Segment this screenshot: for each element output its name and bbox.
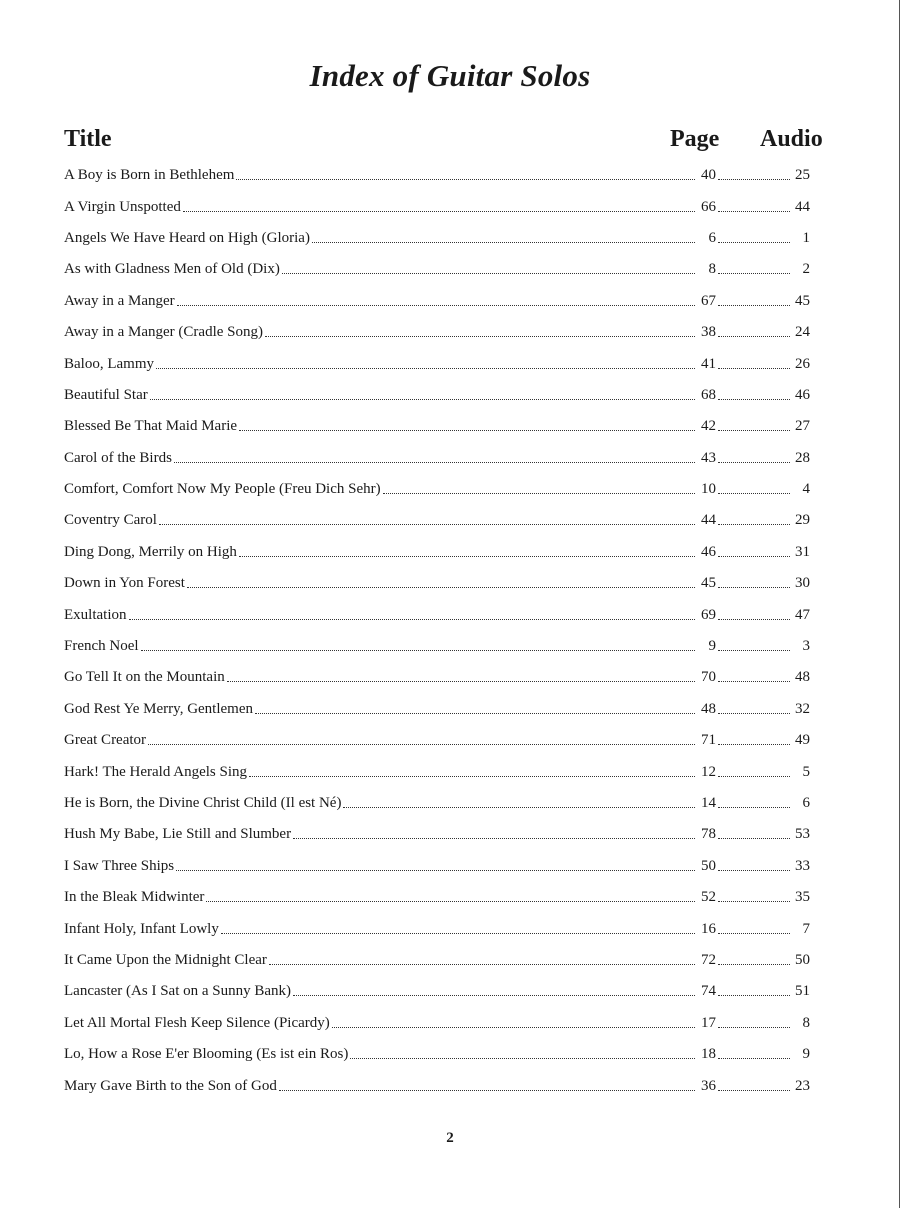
song-title: Away in a Manger (Cradle Song)	[64, 324, 263, 341]
page-number-cell: 36	[701, 1077, 716, 1094]
song-title: Great Creator	[64, 732, 147, 749]
dot-leader	[718, 242, 790, 243]
audio-track-cell: 7	[802, 920, 810, 937]
dot-leader	[718, 336, 790, 337]
dot-leader	[255, 713, 695, 714]
index-row	[64, 599, 810, 630]
dot-leader	[718, 650, 790, 651]
song-title: Away in a Manger	[64, 292, 175, 309]
dot-leader	[206, 901, 695, 902]
song-title: As with Gladness Men of Old (Dix)	[64, 261, 280, 278]
index-row	[64, 756, 810, 787]
audio-track-cell: 45	[795, 292, 810, 309]
index-row	[64, 631, 810, 662]
dot-leader	[177, 305, 695, 306]
column-header-audio: Audio	[760, 126, 823, 152]
song-title: Infant Holy, Infant Lowly	[64, 920, 219, 937]
index-row	[64, 286, 810, 317]
song-title: Hark! The Herald Angels Sing	[64, 763, 248, 780]
audio-track-cell: 28	[795, 449, 810, 466]
page-number-cell: 44	[701, 512, 716, 529]
page-number-cell: 72	[701, 951, 716, 968]
page-number-cell: 68	[701, 386, 716, 403]
audio-track-cell: 31	[795, 543, 810, 560]
index-row	[64, 913, 810, 944]
dot-leader	[718, 556, 790, 557]
dot-leader	[293, 995, 695, 996]
dot-leader	[718, 211, 790, 212]
index-row	[64, 851, 810, 882]
audio-track-cell: 32	[795, 700, 810, 717]
index-list	[64, 160, 810, 1102]
index-row	[64, 474, 810, 505]
audio-track-cell: 3	[802, 638, 810, 655]
dot-leader	[279, 1090, 695, 1091]
dot-leader	[718, 744, 790, 745]
page-number-cell: 45	[701, 575, 716, 592]
page-number-cell: 78	[701, 826, 716, 843]
dot-leader	[239, 556, 695, 557]
dot-leader	[718, 1090, 790, 1091]
index-row	[64, 254, 810, 285]
dot-leader	[718, 305, 790, 306]
audio-track-cell: 24	[795, 324, 810, 341]
dot-leader	[150, 399, 695, 400]
page-number-cell: 70	[701, 669, 716, 686]
audio-track-cell: 47	[795, 606, 810, 623]
page-number-cell: 41	[701, 355, 716, 372]
index-row	[64, 725, 810, 756]
index-row	[64, 694, 810, 725]
song-title: Hush My Babe, Lie Still and Slumber	[64, 826, 292, 843]
page-number-cell: 74	[701, 983, 716, 1000]
dot-leader	[176, 870, 695, 871]
dot-leader	[718, 870, 790, 871]
dot-leader	[236, 179, 695, 180]
audio-track-cell: 4	[802, 481, 810, 498]
page-number-cell: 71	[701, 732, 716, 749]
dot-leader	[332, 1027, 695, 1028]
audio-track-cell: 1	[802, 229, 810, 246]
audio-track-cell: 46	[795, 386, 810, 403]
song-title: I Saw Three Ships	[64, 857, 175, 874]
dot-leader	[129, 619, 696, 620]
audio-track-cell: 50	[795, 951, 810, 968]
song-title: Angels We Have Heard on High (Gloria)	[64, 229, 310, 246]
page-number-cell: 42	[701, 418, 716, 435]
audio-track-cell: 35	[795, 889, 810, 906]
audio-track-cell: 30	[795, 575, 810, 592]
page-number-cell: 16	[701, 920, 716, 937]
page-number-cell: 48	[701, 700, 716, 717]
index-row	[64, 160, 810, 191]
dot-leader	[718, 619, 790, 620]
audio-track-cell: 25	[795, 167, 810, 184]
dot-leader	[718, 1058, 790, 1059]
index-row	[64, 882, 810, 913]
index-row	[64, 537, 810, 568]
dot-leader	[187, 587, 695, 588]
page-number-cell: 10	[701, 481, 716, 498]
song-title: God Rest Ye Merry, Gentlemen	[64, 700, 254, 717]
audio-track-cell: 27	[795, 418, 810, 435]
dot-leader	[718, 430, 790, 431]
page-number-cell: 14	[701, 795, 716, 811]
index-row	[64, 788, 810, 819]
column-header-title: Title	[64, 126, 112, 152]
dot-leader	[282, 273, 695, 274]
dot-leader	[227, 681, 695, 682]
index-row	[64, 443, 810, 474]
index-row	[64, 1008, 810, 1039]
index-row	[64, 662, 810, 693]
song-title: In the Bleak Midwinter	[64, 889, 205, 906]
dot-leader	[156, 368, 695, 369]
index-row	[64, 191, 810, 222]
song-title: It Came Upon the Midnight Clear	[64, 951, 267, 968]
index-row	[64, 568, 810, 599]
dot-leader	[718, 713, 790, 714]
index-row	[64, 1070, 810, 1101]
dot-leader	[293, 838, 695, 839]
dot-leader	[383, 493, 695, 494]
dot-leader	[221, 933, 695, 934]
song-title: Carol of the Birds	[64, 449, 172, 466]
song-title: Go Tell It on the Mountain	[64, 669, 225, 686]
audio-track-cell: 8	[802, 1014, 810, 1031]
audio-track-cell: 2	[802, 261, 810, 278]
index-row	[64, 945, 810, 976]
dot-leader	[312, 242, 695, 243]
song-title: He is Born, the Divine Christ Child (Il est Né)	[64, 795, 342, 811]
index-row	[64, 819, 810, 850]
dot-leader	[718, 1027, 790, 1028]
dot-leader	[718, 399, 790, 400]
dot-leader	[269, 964, 695, 965]
index-row	[64, 505, 810, 536]
audio-track-cell: 44	[795, 198, 810, 215]
dot-leader	[174, 462, 695, 463]
page-number-cell: 46	[701, 543, 716, 560]
song-title: A Virgin Unspotted	[64, 198, 181, 215]
song-title: Down in Yon Forest	[64, 575, 185, 592]
column-header-page: Page	[670, 126, 720, 152]
dot-leader	[718, 179, 790, 180]
dot-leader	[718, 368, 790, 369]
dot-leader	[718, 995, 790, 996]
dot-leader	[718, 933, 790, 934]
song-title: Lancaster (As I Sat on a Sunny Bank)	[64, 983, 292, 1000]
dot-leader	[718, 807, 790, 808]
page-number-cell: 66	[701, 198, 716, 215]
page-number-cell: 52	[701, 889, 716, 906]
page-number-cell: 40	[701, 167, 716, 184]
song-title: Let All Mortal Flesh Keep Silence (Picardy)	[64, 1014, 330, 1031]
page-number-cell: 50	[701, 857, 716, 874]
dot-leader	[718, 524, 790, 525]
audio-track-cell: 9	[802, 1046, 810, 1063]
page-number-cell: 18	[701, 1046, 716, 1063]
audio-track-cell: 6	[802, 795, 810, 811]
dot-leader	[239, 430, 695, 431]
song-title: Mary Gave Birth to the Son of God	[64, 1077, 277, 1094]
dot-leader	[718, 901, 790, 902]
audio-track-cell: 53	[795, 826, 810, 843]
song-title: French Noel	[64, 638, 139, 655]
audio-track-cell: 49	[795, 732, 810, 749]
dot-leader	[350, 1058, 695, 1059]
song-title: Lo, How a Rose E'er Blooming (Es ist ein Ros)	[64, 1046, 349, 1063]
index-row	[64, 317, 810, 348]
song-title: A Boy is Born in Bethlehem	[64, 167, 235, 184]
audio-track-cell: 51	[795, 983, 810, 1000]
dot-leader	[718, 273, 790, 274]
audio-track-cell: 5	[802, 763, 810, 780]
song-title: Coventry Carol	[64, 512, 157, 529]
dot-leader	[718, 964, 790, 965]
page-title: Index of Guitar Solos	[309, 58, 591, 93]
page-number-cell: 43	[701, 449, 716, 466]
audio-track-cell: 23	[795, 1077, 810, 1094]
index-row	[64, 223, 810, 254]
dot-leader	[148, 744, 695, 745]
dot-leader	[718, 838, 790, 839]
audio-track-cell: 26	[795, 355, 810, 372]
dot-leader	[265, 336, 695, 337]
dot-leader	[343, 807, 695, 808]
index-row	[64, 1039, 810, 1070]
index-row	[64, 411, 810, 442]
page-number-cell: 8	[708, 261, 716, 278]
song-title: Baloo, Lammy	[64, 355, 154, 372]
page-number-cell: 38	[701, 324, 716, 341]
page-number: 2	[446, 1130, 454, 1146]
song-title: Blessed Be That Maid Marie	[64, 418, 238, 435]
audio-track-cell: 33	[795, 857, 810, 874]
index-row	[64, 348, 810, 379]
page-number-cell: 6	[708, 229, 716, 246]
audio-track-cell: 29	[795, 512, 810, 529]
dot-leader	[183, 211, 695, 212]
audio-track-cell: 48	[795, 669, 810, 686]
dot-leader	[718, 776, 790, 777]
dot-leader	[141, 650, 695, 651]
page-number-cell: 69	[701, 606, 716, 623]
page-number-cell: 17	[701, 1014, 716, 1031]
page-number-cell: 9	[708, 638, 716, 655]
dot-leader	[718, 681, 790, 682]
dot-leader	[718, 587, 790, 588]
song-title: Beautiful Star	[64, 386, 148, 403]
index-row	[64, 976, 810, 1007]
dot-leader	[718, 462, 790, 463]
dot-leader	[159, 524, 695, 525]
dot-leader	[249, 776, 695, 777]
page-number-cell: 12	[701, 763, 716, 780]
dot-leader	[718, 493, 790, 494]
index-row	[64, 380, 810, 411]
song-title: Exultation	[64, 606, 127, 623]
page-number-cell: 67	[701, 292, 716, 309]
song-title: Ding Dong, Merrily on High	[64, 543, 237, 560]
song-title: Comfort, Comfort Now My People (Freu Dich Sehr)	[64, 481, 381, 498]
